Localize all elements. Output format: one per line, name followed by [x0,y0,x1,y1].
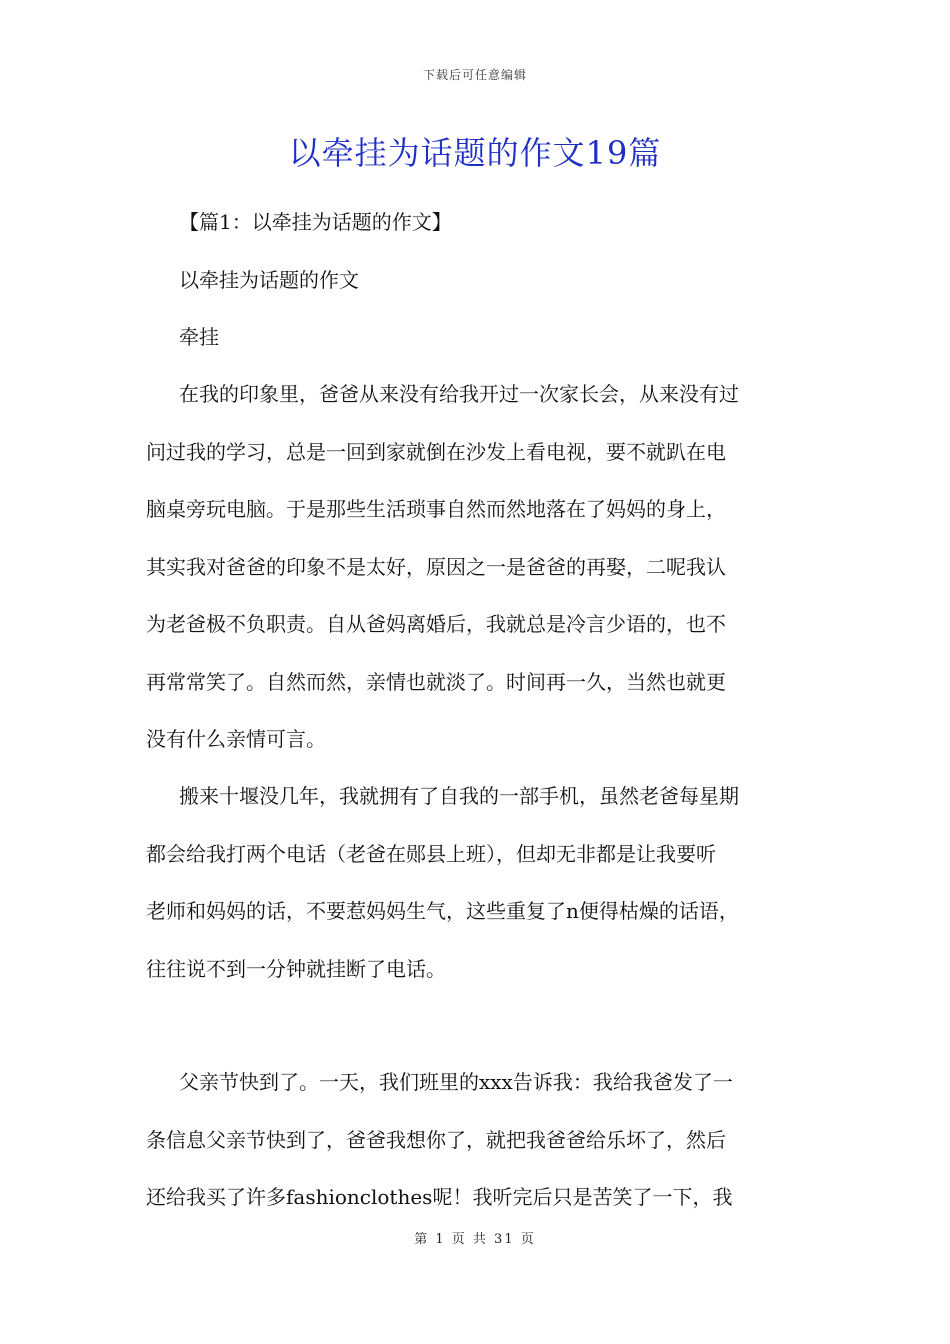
paragraph-line: 在我的印象里，爸爸从来没有给我开过一次家长会，从来没有过 [179,382,739,406]
paragraph-line: 搬来十堰没几年，我就拥有了自我的一部手机，虽然老爸每星期 [179,784,739,808]
paragraph-line: 老师和妈妈的话，不要惹妈妈生气，这些重复了n便得枯燥的话语， [146,899,739,923]
paragraph-1 [146,366,826,769]
paragraph-line: 再常常笑了。自然而然，亲情也就淡了。时间再一久，当然也就更 [146,669,726,694]
paragraph-line: 问过我的学习，总是一回到家就倒在沙发上看电视，要不就趴在电 [146,439,726,464]
section-heading: 【篇1：以牵挂为话题的作文】 [179,210,452,234]
paragraph-line: 条信息父亲节快到了，爸爸我想你了，就把我爸爸给乐坏了，然后 [146,1127,726,1152]
document-title: 以牵挂为话题的作文19篇 [288,134,662,172]
paragraph-line: 其实我对爸爸的印象不是太好，原因之一是爸爸的再娶，二呢我认 [146,554,726,579]
paragraph-2 [146,768,826,998]
paragraph-line: 往往说不到一分钟就挂断了电话。 [146,956,446,981]
paragraph-line: 还给我买了许多fashionclothes呢！我听完后只是苦笑了一下，我 [146,1185,733,1209]
paragraph-line: 父亲节快到了。一天，我们班里的xxx告诉我：我给我爸发了一 [179,1070,733,1094]
page-footer: 第 1 页 共 31 页 [414,1232,536,1247]
paragraph-line: 都会给我打两个电话（老爸在郧县上班），但却无非都是让我要听 [146,841,716,866]
paragraph-line: 为老爸极不负职责。自从爸妈离婚后，我就总是冷言少语的，也不 [146,612,726,636]
paragraph-line: 脑桌旁玩电脑。于是那些生活琐事自然而然地落在了妈妈的身上， [146,497,726,521]
essay-short-title: 牵挂 [179,325,219,349]
header-note: 下载后可任意编辑 [422,68,527,82]
paragraph-line: 没有什么亲情可言。 [146,727,326,751]
essay-subtitle: 以牵挂为话题的作文 [179,267,359,292]
paragraph-3 [146,1054,826,1227]
section-heading-block [146,194,826,367]
